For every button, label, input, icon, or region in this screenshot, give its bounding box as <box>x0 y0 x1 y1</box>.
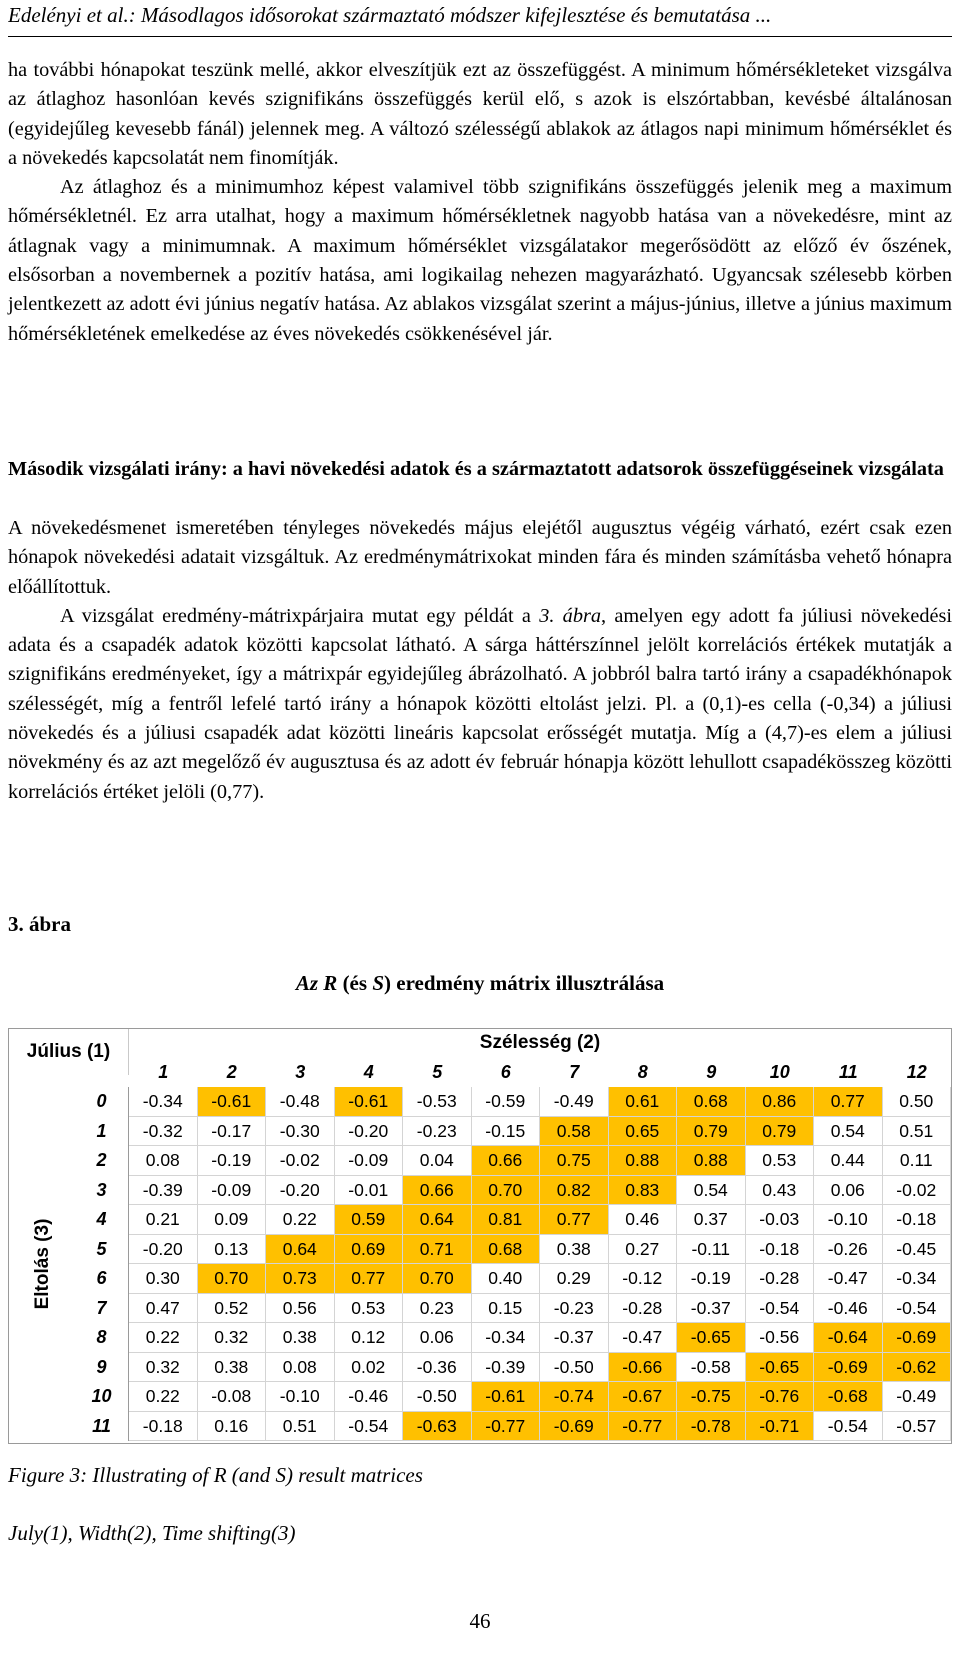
matrix-column-header: 12 <box>906 1062 927 1082</box>
matrix-cell: -0.02 <box>883 1176 952 1206</box>
matrix-cell: -0.48 <box>266 1087 335 1117</box>
matrix-cell-significant: 0.88 <box>677 1146 746 1176</box>
matrix-column-header: 7 <box>569 1062 580 1082</box>
matrix-cell: 0.22 <box>129 1323 198 1353</box>
matrix-cell: -0.34 <box>472 1323 541 1353</box>
matrix-cell: 0.29 <box>540 1264 609 1294</box>
matrix-cell: 0.37 <box>677 1205 746 1235</box>
matrix-cell: -0.59 <box>472 1087 541 1117</box>
matrix-cell: -0.12 <box>609 1264 678 1294</box>
matrix-cell: -0.50 <box>540 1353 609 1383</box>
matrix-cell-significant: 0.65 <box>609 1117 678 1147</box>
paragraph-2: Az átlaghoz és a minimumhoz képest valamivel több szignifikáns összefüggés jelenik meg a maximum hőmérsékletnél. Ez arra utalhat, hogy a maximum hőmérsékletnek nagyobb hatása van a növekedésre, mint az átlagnak vagy a minimumnak. A maximum hőmérséklet vizsgálatakor megerősödött az előző év őszének, elsősorban a novembernek a pozitív hatása, ami logikailag nehezen magyarázható. Ugyancsak szélesebb körben jelentkezett az adott évi június negatív hatása. Az ablakos vizsgálat szerint a május-június, illetve a június maximum hőmérsékletének emelkedése az éves növekedés csökkenésével jár. <box>8 176 952 345</box>
matrix-cell: -0.47 <box>814 1264 883 1294</box>
matrix-cell-significant: 0.58 <box>540 1117 609 1147</box>
matrix-column-header: 9 <box>706 1062 717 1082</box>
matrix-cell: -0.10 <box>266 1382 335 1412</box>
matrix-row-header: 5 <box>75 1235 129 1265</box>
matrix-cell: 0.22 <box>266 1205 335 1235</box>
matrix-cell-significant: 0.70 <box>472 1176 541 1206</box>
matrix-cell: -0.18 <box>883 1205 952 1235</box>
page-number: 46 <box>469 1609 491 1633</box>
matrix-row-header: 4 <box>75 1205 129 1235</box>
matrix-cell: -0.50 <box>403 1382 472 1412</box>
paragraph-1: ha további hónapokat teszünk mellé, akkor elveszítjük ezt az összefüggést. A minimum hőmérsékleteket vizsgálva az átlaghoz hasonlóan kevés szignifikáns összefüggés kerül elő, s azok is elszórtabban, kevésbé általánosan (egyidejűleg kevesebb fánál) jelennek meg. A változó szélességű ablakok az átlagos napi minimum hőmérséklet és a növekedés kapcsolatát nem finomítják. <box>8 59 952 169</box>
figure-caption-legend: July(1), Width(2), Time shifting(3) <box>8 1521 296 1545</box>
matrix-cell: -0.39 <box>472 1353 541 1383</box>
matrix-cell-significant: -0.65 <box>677 1323 746 1353</box>
figure-title-r: R <box>323 971 338 995</box>
matrix-cell: 0.06 <box>814 1176 883 1206</box>
matrix-cell: -0.10 <box>814 1205 883 1235</box>
matrix-cell: 0.56 <box>266 1294 335 1324</box>
matrix-cell-significant: 0.61 <box>609 1087 678 1117</box>
matrix-cell: -0.03 <box>746 1205 815 1235</box>
figure-title <box>0 970 960 996</box>
result-matrix-table <box>8 1028 952 1444</box>
body-text-top <box>8 56 952 349</box>
matrix-cell-significant: -0.75 <box>677 1382 746 1412</box>
matrix-cell-significant: 0.83 <box>609 1176 678 1206</box>
matrix-column-header: 4 <box>363 1062 374 1082</box>
figure-title-part3: ) eredmény mátrix illusztrálása <box>384 971 665 995</box>
matrix-cell: -0.53 <box>403 1087 472 1117</box>
matrix-cell: 0.51 <box>883 1117 952 1147</box>
matrix-cell-significant: 0.82 <box>540 1176 609 1206</box>
matrix-cell-significant: 0.79 <box>677 1117 746 1147</box>
matrix-cell: -0.49 <box>540 1087 609 1117</box>
matrix-cell-significant: 0.79 <box>746 1117 815 1147</box>
matrix-cell-significant: -0.63 <box>403 1412 472 1442</box>
matrix-column-header: 10 <box>769 1062 790 1082</box>
matrix-cell: -0.20 <box>129 1235 198 1265</box>
matrix-row-header: 1 <box>75 1117 129 1147</box>
matrix-cell: -0.30 <box>266 1117 335 1147</box>
matrix-cell: 0.11 <box>883 1146 952 1176</box>
matrix-cell: -0.46 <box>814 1294 883 1324</box>
matrix-cell-significant: -0.64 <box>814 1323 883 1353</box>
matrix-cell: -0.17 <box>198 1117 267 1147</box>
matrix-row-header: 10 <box>75 1382 129 1412</box>
matrix-cell: -0.34 <box>129 1087 198 1117</box>
matrix-cell: 0.38 <box>540 1235 609 1265</box>
matrix-cell: 0.15 <box>472 1294 541 1324</box>
matrix-cell: 0.21 <box>129 1205 198 1235</box>
matrix-row-header: 0 <box>75 1087 129 1117</box>
matrix-row-header: 9 <box>75 1353 129 1383</box>
matrix-cell: -0.37 <box>540 1323 609 1353</box>
matrix-cell: 0.02 <box>335 1353 404 1383</box>
matrix-cell: 0.08 <box>266 1353 335 1383</box>
matrix-cell-significant: 0.71 <box>403 1235 472 1265</box>
matrix-cell: -0.54 <box>883 1294 952 1324</box>
figure-title-part2: (és <box>337 971 373 995</box>
matrix-cell: -0.32 <box>129 1117 198 1147</box>
matrix-cell-significant: 0.70 <box>403 1264 472 1294</box>
matrix-cell-significant: -0.77 <box>472 1412 541 1442</box>
matrix-row-header: 3 <box>75 1176 129 1206</box>
matrix-column-header: 2 <box>226 1062 237 1082</box>
matrix-cell: 0.08 <box>129 1146 198 1176</box>
matrix-cell: 0.44 <box>814 1146 883 1176</box>
matrix-cell: -0.15 <box>472 1117 541 1147</box>
matrix-cell-significant: -0.71 <box>746 1412 815 1442</box>
matrix-cell: -0.23 <box>540 1294 609 1324</box>
matrix-row-header: 6 <box>75 1264 129 1294</box>
matrix-cell: -0.26 <box>814 1235 883 1265</box>
matrix-cell: -0.11 <box>677 1235 746 1265</box>
matrix-cell: 0.06 <box>403 1323 472 1353</box>
matrix-row-title <box>23 1179 63 1349</box>
matrix-cell-significant: -0.69 <box>883 1323 952 1353</box>
matrix-cell-significant: 0.88 <box>609 1146 678 1176</box>
matrix-cell-significant: 0.77 <box>335 1264 404 1294</box>
header-rule <box>8 36 952 37</box>
matrix-cell-significant: 0.81 <box>472 1205 541 1235</box>
matrix-cell: 0.53 <box>335 1294 404 1324</box>
matrix-column-header: 5 <box>432 1062 443 1082</box>
matrix-cell: 0.30 <box>129 1264 198 1294</box>
matrix-cell: -0.01 <box>335 1176 404 1206</box>
matrix-corner-label: Július (1) <box>9 1029 129 1075</box>
figure-caption-english: Figure 3: Illustrating of R (and S) result matrices <box>8 1463 423 1487</box>
matrix-cell: -0.49 <box>883 1382 952 1412</box>
matrix-cell: -0.54 <box>746 1294 815 1324</box>
matrix-cell: -0.46 <box>335 1382 404 1412</box>
matrix-cell-significant: -0.67 <box>609 1382 678 1412</box>
matrix-cell: -0.36 <box>403 1353 472 1383</box>
matrix-cell-significant: 0.64 <box>403 1205 472 1235</box>
matrix-cell: -0.39 <box>129 1176 198 1206</box>
matrix-cell: -0.34 <box>883 1264 952 1294</box>
figure-reference: 3. ábra <box>539 604 601 627</box>
matrix-cell: 0.38 <box>266 1323 335 1353</box>
matrix-cell: -0.54 <box>335 1412 404 1442</box>
matrix-cell: -0.08 <box>198 1382 267 1412</box>
matrix-cell: -0.54 <box>814 1412 883 1442</box>
matrix-cell: 0.47 <box>129 1294 198 1324</box>
matrix-cell: -0.45 <box>883 1235 952 1265</box>
matrix-cell: -0.28 <box>609 1294 678 1324</box>
matrix-cell-significant: 0.68 <box>472 1235 541 1265</box>
matrix-cell-significant: 0.75 <box>540 1146 609 1176</box>
matrix-cell: -0.57 <box>883 1412 952 1442</box>
matrix-cell: 0.43 <box>746 1176 815 1206</box>
para4-after: , amelyen egy adott fa júliusi növekedési adata és a csapadék adatok közötti kapcsolat látható. A sárga háttérszínnel jelölt korrelációs értékek mutatják a szignifikáns eredményeket, így a mátrixpár egyidejűleg ábrázolható. A jobbról balra tartó irány a csapadékhónapok szélességét, míg a fentről lefelé tartó irány a hónapok közötti eltolást jelzi. Pl. a (0,1)-es cella (-0,34) a júliusi növekedés és a júliusi csapadék adat közötti lineáris kapcsolat erősségét mutatja. Míg a (4,7)-es elem a júliusi növekmény és az azt megelőző év augusztusa és az adott év február hónapja között lehullott csapadékösszeg közötti korrelációs értéket jelöli (0,77). <box>8 604 952 803</box>
matrix-cell: -0.09 <box>335 1146 404 1176</box>
matrix-row-header: 8 <box>75 1323 129 1353</box>
matrix-cell-significant: 0.66 <box>403 1176 472 1206</box>
matrix-cell-significant: -0.66 <box>609 1353 678 1383</box>
matrix-column-header: 6 <box>500 1062 511 1082</box>
matrix-cell: 0.52 <box>198 1294 267 1324</box>
matrix-cell: 0.53 <box>746 1146 815 1176</box>
matrix-cell-significant: 0.73 <box>266 1264 335 1294</box>
matrix-cell: -0.20 <box>335 1117 404 1147</box>
figure-title-s: S <box>372 971 384 995</box>
matrix-cell-significant: 0.70 <box>198 1264 267 1294</box>
matrix-cell: 0.22 <box>129 1382 198 1412</box>
matrix-cell: -0.18 <box>746 1235 815 1265</box>
paragraph-3: A növekedésmenet ismeretében tényleges növekedés május elejétől augusztus végéig várható, ezért csak ezen hónapok növekedési adatait vizsgáltuk. Az eredménymátrixokat minden fára és minden számításba vehető hónapra előállítottuk. <box>8 517 952 598</box>
matrix-cell: 0.09 <box>198 1205 267 1235</box>
matrix-cell-significant: -0.61 <box>198 1087 267 1117</box>
matrix-cell-significant: 0.66 <box>472 1146 541 1176</box>
body-text-section <box>8 514 952 807</box>
matrix-cell: -0.20 <box>266 1176 335 1206</box>
matrix-cell: 0.12 <box>335 1323 404 1353</box>
matrix-cell: 0.27 <box>609 1235 678 1265</box>
matrix-cell: 0.04 <box>403 1146 472 1176</box>
matrix-cell: -0.56 <box>746 1323 815 1353</box>
matrix-cell: -0.47 <box>609 1323 678 1353</box>
matrix-cell: -0.02 <box>266 1146 335 1176</box>
figure-number: 3. ábra <box>8 912 71 936</box>
matrix-cell: 0.40 <box>472 1264 541 1294</box>
matrix-cell: 0.16 <box>198 1412 267 1442</box>
para4-before: A vizsgálat eredmény-mátrixpárjaira mutat egy példát a <box>60 604 540 627</box>
matrix-cell-significant: -0.65 <box>746 1353 815 1383</box>
matrix-cell-significant: -0.74 <box>540 1382 609 1412</box>
paragraph-4 <box>8 602 952 807</box>
matrix-cell-significant: -0.78 <box>677 1412 746 1442</box>
matrix-column-header: 8 <box>637 1062 648 1082</box>
matrix-row-header: 2 <box>75 1146 129 1176</box>
matrix-cell-significant: 0.77 <box>814 1087 883 1117</box>
matrix-cell: 0.46 <box>609 1205 678 1235</box>
matrix-cell: -0.28 <box>746 1264 815 1294</box>
section-heading: Második vizsgálati irány: a havi növekedési adatok és a származtatott adatsorok összefüggéseinek vizsgálata <box>8 458 944 480</box>
running-head: Edelényi et al.: Másodlagos idősorokat származtató módszer kifejlesztése és bemutatása ... <box>8 3 772 27</box>
matrix-cell-significant: -0.69 <box>814 1353 883 1383</box>
matrix-cell-significant: -0.61 <box>472 1382 541 1412</box>
matrix-column-header: 3 <box>295 1062 306 1082</box>
matrix-cell: 0.54 <box>677 1176 746 1206</box>
matrix-cell: 0.38 <box>198 1353 267 1383</box>
matrix-cell-significant: -0.77 <box>609 1412 678 1442</box>
matrix-cell: -0.19 <box>198 1146 267 1176</box>
matrix-cell: 0.13 <box>198 1235 267 1265</box>
matrix-cell-significant: 0.64 <box>266 1235 335 1265</box>
matrix-cell-significant: 0.69 <box>335 1235 404 1265</box>
matrix-column-title: Szélesség (2) <box>479 1032 601 1053</box>
matrix-cell-significant: -0.76 <box>746 1382 815 1412</box>
matrix-cell: -0.09 <box>198 1176 267 1206</box>
matrix-cell: -0.58 <box>677 1353 746 1383</box>
matrix-column-header: 1 <box>158 1062 169 1082</box>
matrix-cell-significant: -0.69 <box>540 1412 609 1442</box>
matrix-row-title-text: Eltolás (3) <box>32 1218 53 1310</box>
matrix-cell-significant: 0.77 <box>540 1205 609 1235</box>
matrix-cell-significant: -0.68 <box>814 1382 883 1412</box>
matrix-cell: 0.51 <box>266 1412 335 1442</box>
matrix-cell-significant: -0.62 <box>883 1353 952 1383</box>
matrix-cell: 0.32 <box>198 1323 267 1353</box>
matrix-cell: -0.18 <box>129 1412 198 1442</box>
matrix-cell-significant: -0.61 <box>335 1087 404 1117</box>
matrix-column-header: 11 <box>838 1062 858 1082</box>
matrix-cell: 0.32 <box>129 1353 198 1383</box>
matrix-cell: -0.37 <box>677 1294 746 1324</box>
matrix-row-header: 7 <box>75 1294 129 1324</box>
matrix-row-header: 11 <box>75 1412 129 1442</box>
matrix-cell-significant: 0.68 <box>677 1087 746 1117</box>
matrix-cell: 0.23 <box>403 1294 472 1324</box>
matrix-cell-significant: 0.86 <box>746 1087 815 1117</box>
matrix-cell: 0.54 <box>814 1117 883 1147</box>
matrix-cell: 0.50 <box>883 1087 952 1117</box>
matrix-cell: -0.19 <box>677 1264 746 1294</box>
matrix-cell-significant: 0.59 <box>335 1205 404 1235</box>
figure-title-part1: Az <box>295 971 324 995</box>
matrix-cell: -0.23 <box>403 1117 472 1147</box>
